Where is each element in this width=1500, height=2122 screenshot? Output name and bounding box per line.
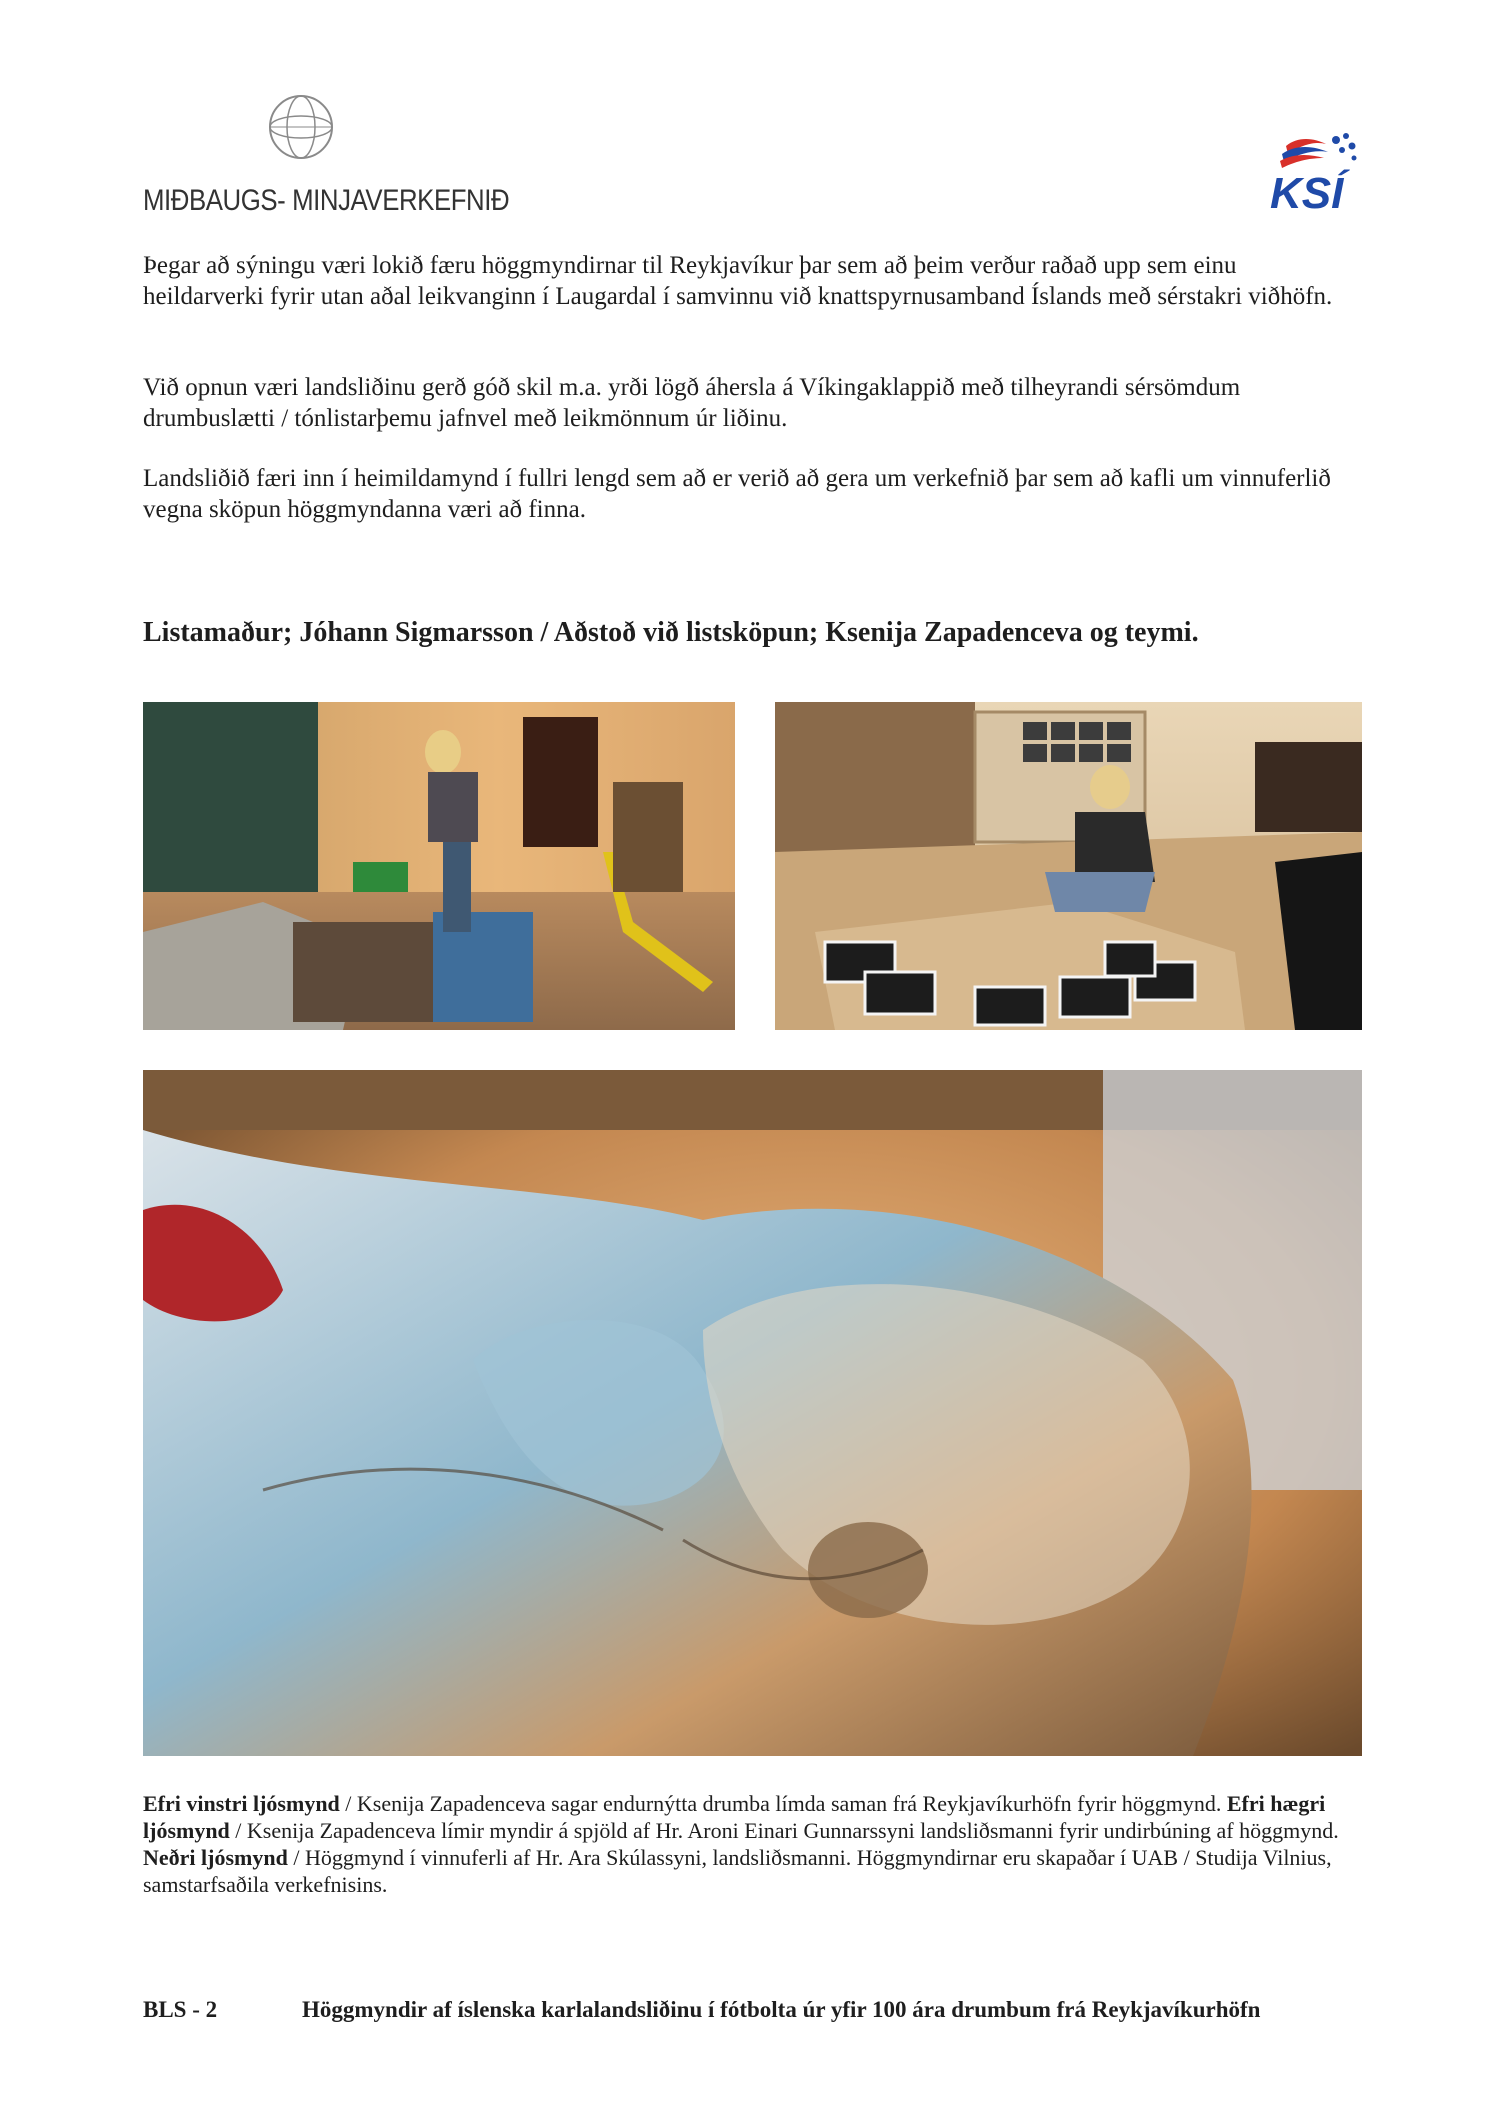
photo-caption: [143, 1790, 1363, 1898]
paragraph-opening: Við opnun væri landsliðinu gerð góð skil m.a. yrði lögð áhersla á Víkingaklappið með tilheyrandi sérsömdum drumbuslætti / tónlistarþemu jafnvel með leikmönnum úr liðinu.: [143, 374, 1241, 432]
document-title: Höggmyndir af íslenska karlalandsliðinu í fótbolta úr yfir 100 ára drumbum frá Reykjavíkurhöfn: [302, 1997, 1261, 2022]
photo-sculpture-in-progress: [143, 1070, 1362, 1756]
caption-label-bottom: Neðri ljósmynd: [143, 1845, 288, 1870]
photo-chainsaw-workshop: [143, 702, 735, 1030]
ksi-logo-text: KSÍ: [1270, 169, 1344, 212]
page-number: BLS - 2: [143, 1997, 218, 2022]
caption-text-bottom: / Höggmynd í vinnuferli af Hr. Ara Skúlassyni, landsliðsmanni. Höggmyndirnar eru skapaðar í UAB / Studija Vilnius, samstarfsaðila verkefnisins.: [143, 1845, 1332, 1897]
paragraph-exhibition: Þegar að sýningu væri lokið færu höggmyndirnar til Reykjavíkur þar sem að þeim verður raðað upp sem einu heildarverki fyrir utan aðal leikvanginn í Laugardal í samvinnu við knattspyrnusamband Íslands með sérstakri viðhöfn.: [143, 252, 1333, 310]
caption-label-top-right: Efri hægri ljósmynd: [143, 1791, 1326, 1843]
paragraph-documentary: Landsliðið færi inn í heimildamynd í fullri lengd sem að er verið að gera um verkefnið þar sem að kafli um vinnuferlið vegna sköpun höggmyndanna væri að finna.: [143, 465, 1331, 523]
organization-name: MIÐBAUGS- MINJAVERKEFNIÐ: [143, 184, 510, 217]
caption-label-top-left: Efri vinstri ljósmynd: [143, 1791, 340, 1816]
caption-text-top-left: / Ksenija Zapadenceva sagar endurnýtta drumba límda saman frá Reykjavíkurhöfn fyrir höggmynd.: [339, 1791, 1227, 1816]
ksi-logo: [1268, 128, 1360, 212]
project-logo: [143, 92, 510, 222]
globe-icon: [266, 92, 336, 162]
artist-credits: Listamaður; Jóhann Sigmarsson / Aðstoð við listsköpun; Ksenija Zapadenceva og teymi.: [143, 617, 1199, 648]
caption-text-top-right: / Ksenija Zapadenceva límir myndir á spjöld af Hr. Aroni Einari Gunnarssyni landsliðsmanni fyrir undirbúning af höggmynd.: [229, 1818, 1339, 1843]
photo-gluing-images: [775, 702, 1362, 1030]
